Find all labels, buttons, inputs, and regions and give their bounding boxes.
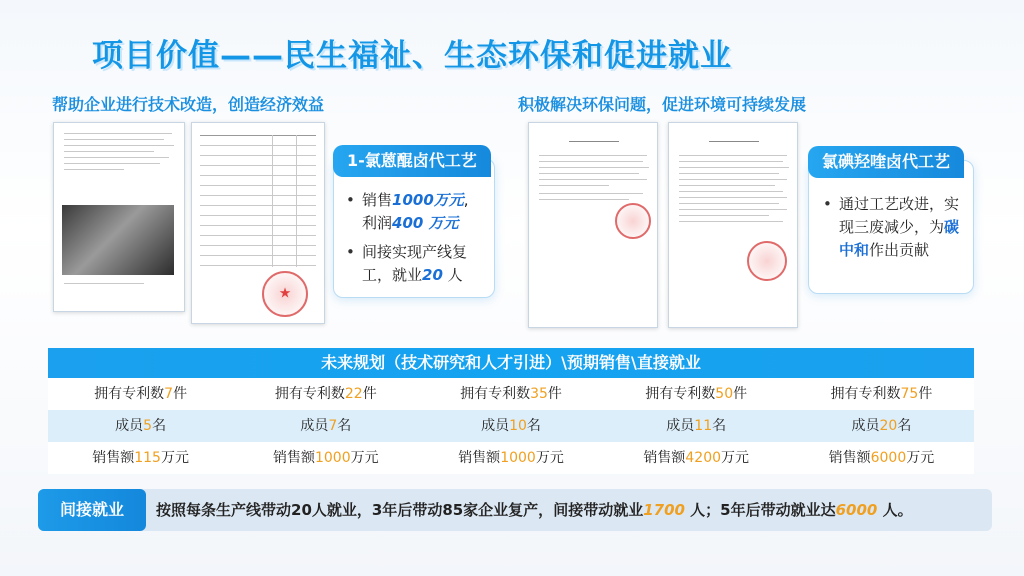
- table-cell: 成员20名: [851, 418, 912, 434]
- table-cell: 销售额1000万元: [272, 450, 379, 466]
- red-seal-stamp: [747, 241, 787, 281]
- table-cell: 拥有专利数7件: [94, 386, 188, 402]
- table-cell: 成员11名: [666, 418, 727, 434]
- scanned-document-certificate-2: [668, 122, 798, 328]
- future-plan-table: [48, 348, 974, 474]
- table-row-members: [48, 410, 974, 442]
- table-cell: 成员5名: [115, 418, 167, 434]
- page-title: 项目价值——民生福祉、生态环保和促进就业: [92, 38, 732, 74]
- table-cell: 销售额1000万元: [458, 450, 564, 466]
- table-cell: 销售额6000万元: [828, 450, 935, 466]
- table-cell: 拥有专利数35件: [460, 386, 562, 402]
- table-row-sales: [48, 442, 974, 474]
- scanned-document-certificate-1: [528, 122, 658, 328]
- table-row-patents: [48, 378, 974, 410]
- card1-bullet-sales: • 销售1000万元, 利润400 万元: [346, 189, 486, 235]
- table-cell: 成员7名: [300, 418, 352, 434]
- table-cell: 拥有专利数75件: [830, 386, 933, 402]
- info-card-clioquinol: [808, 160, 974, 294]
- card1-bullet-employment: • 间接实现产线复工，就业20 人: [346, 241, 486, 287]
- indirect-employment-tag: 间接就业: [38, 489, 146, 531]
- table-cell: 拥有专利数22件: [274, 386, 377, 402]
- right-subheading: 积极解决环保问题，促进环境可持续发展: [518, 95, 807, 114]
- left-subheading: 帮助企业进行技术改造，创造经济效益: [52, 95, 325, 114]
- red-seal-stamp: [615, 203, 651, 239]
- table-cell: 拥有专利数50件: [645, 386, 748, 402]
- factory-photo: [62, 205, 174, 275]
- red-seal-stamp: ★: [262, 271, 308, 317]
- card1-tag: 1-氯蒽醌卤代工艺: [333, 145, 491, 177]
- card2-tag: 氯碘羟喹卤代工艺: [808, 146, 964, 178]
- plan-table-header: 未来规划（技术研究和人才引进）\预期销售\直接就业: [48, 348, 974, 378]
- scanned-document-photo-report: [53, 122, 185, 312]
- table-cell: 销售额115万元: [92, 450, 189, 466]
- info-card-chloroanthraquinone: [333, 158, 495, 298]
- table-cell: 销售额4200万元: [643, 450, 750, 466]
- card2-bullet-environment: • 通过工艺改进，实现三废减少，为碳中和作出贡献: [823, 193, 965, 262]
- indirect-employment-banner: [38, 489, 992, 531]
- table-cell: 成员10名: [481, 418, 541, 434]
- scanned-document-table-form: [191, 122, 325, 324]
- indirect-employment-text: 按照每条生产线带动20人就业，3年后带动85家企业复产，间接带动就业1700 人；5年后带动就业达6000 人。: [156, 501, 913, 519]
